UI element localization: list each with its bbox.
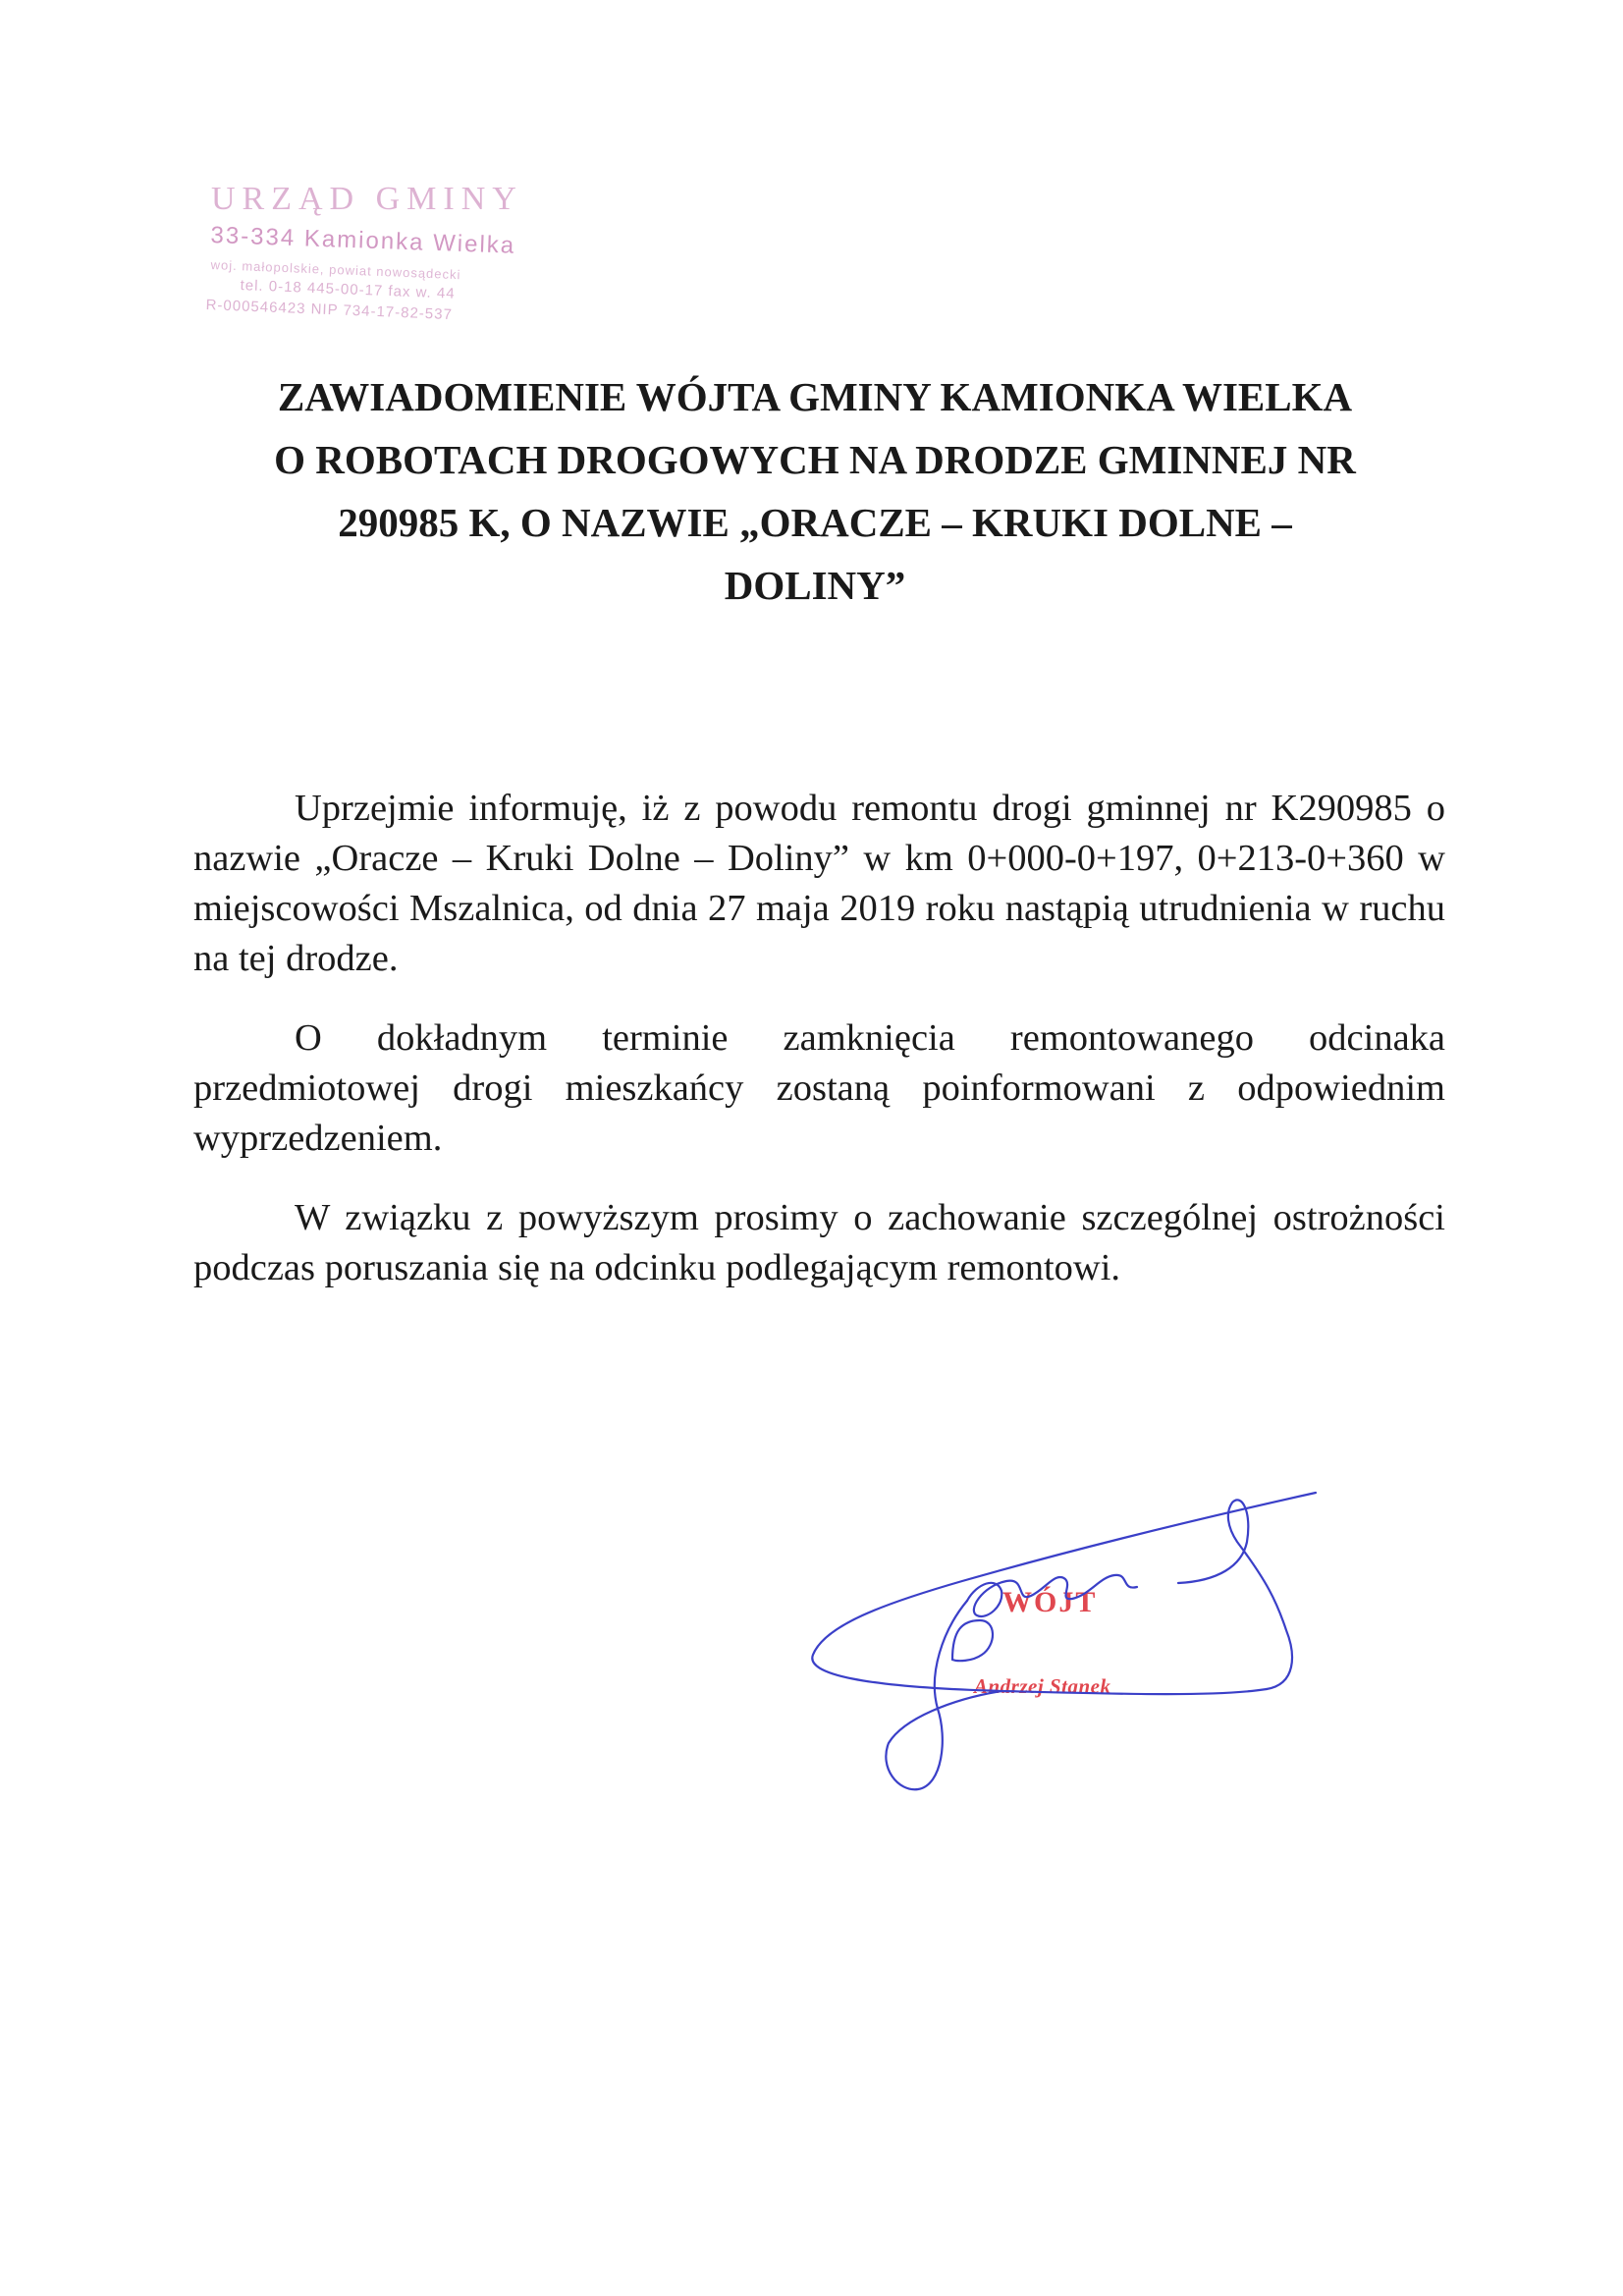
signature-name: Andrzej Stanek bbox=[974, 1674, 1111, 1698]
office-stamp bbox=[201, 179, 594, 326]
document-title bbox=[177, 365, 1453, 617]
body-paragraph: W związku z powyższym prosimy o zachowanie szczególnej ostrożności podczas poruszania się na odcinku podlegającym remontowi. bbox=[193, 1197, 1445, 1288]
stamp-registry: R-000546423 NIP 734-17-82-537 bbox=[205, 297, 454, 324]
title-line: O ROBOTACH DROGOWYCH NA DRODZE GMINNEJ NR bbox=[274, 437, 1356, 482]
body-paragraph: O dokładnym terminie zamknięcia remontowanego odcinaka przedmiotowej drogi mieszkańcy zostaną poinformowani z odpowiednim wyprzedzeniem. bbox=[193, 1017, 1445, 1159]
stamp-office-name: URZĄD GMINY bbox=[211, 181, 523, 217]
title-line: ZAWIADOMIENIE WÓJTA GMINY KAMIONKA WIELKA bbox=[277, 374, 1353, 419]
title-line: 290985 K, O NAZWIE „ORACZE – KRUKI DOLNE – bbox=[338, 500, 1292, 545]
signature-block bbox=[805, 1473, 1355, 1807]
handwritten-signature bbox=[805, 1473, 1355, 1807]
signature-office-title: WÓJT bbox=[1002, 1586, 1098, 1618]
stamp-address: 33-334 Kamionka Wielka bbox=[210, 222, 516, 259]
document-body bbox=[193, 784, 1445, 1323]
title-line: DOLINY” bbox=[724, 563, 906, 608]
stamp-region: woj. małopolskie, powiat nowosądecki bbox=[210, 257, 461, 283]
stamp-phone: tel. 0-18 445-00-17 fax w. 44 bbox=[240, 277, 456, 302]
body-paragraph: Uprzejmie informuję, iż z powodu remontu drogi gminnej nr K290985 o nazwie „Oracze – Kruki Dolne – Doliny” w km 0+000-0+197, 0+213-0+360 w miejscowości Mszalnica, od dnia 27 maja 2019 roku nastąpią utrudnienia w ruchu na tej drodze. bbox=[193, 788, 1445, 979]
